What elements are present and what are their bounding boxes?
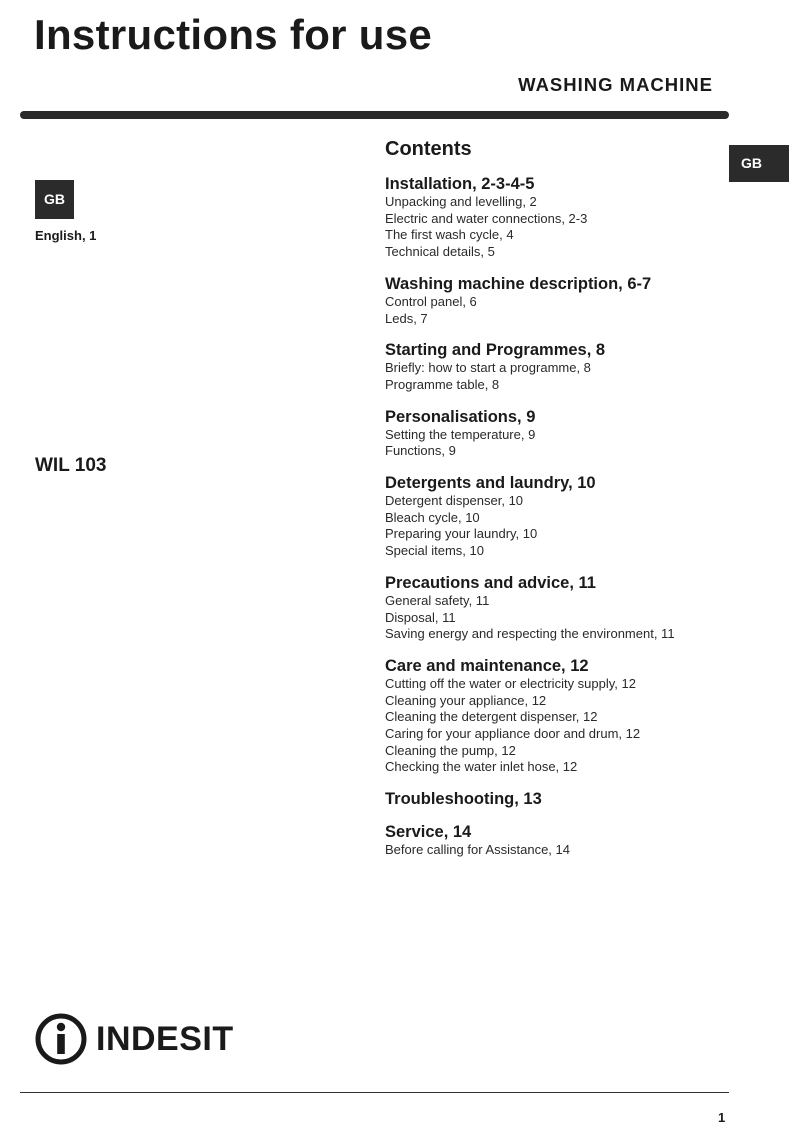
contents-item: Disposal, 11 (385, 609, 456, 625)
contents-section (385, 274, 725, 327)
contents-item: Briefly: how to start a programme, 8 (385, 360, 591, 376)
contents-item: Detergent dispenser, 10 (385, 493, 524, 509)
brand-logo (34, 1012, 234, 1066)
document-subtitle: WASHING MACHINE (518, 74, 713, 95)
table-of-contents (385, 136, 725, 872)
section-heading: Installation, 2-3-4-5 (385, 175, 535, 193)
bottom-divider (20, 1092, 729, 1093)
contents-section (385, 407, 725, 460)
contents-item: Setting the temperature, 9 (385, 426, 536, 442)
contents-item: Electric and water connections, 2-3 (385, 210, 588, 226)
contents-item: The first wash cycle, 4 (385, 227, 514, 243)
contents-item: Checking the water inlet hose, 12 (385, 759, 578, 775)
section-heading: Troubleshooting, 13 (385, 790, 542, 809)
contents-item: Before calling for Assistance, 14 (385, 842, 570, 858)
language-tab: GB (729, 145, 789, 182)
contents-section (385, 473, 725, 560)
section-heading: Care and maintenance, 12 (385, 656, 589, 675)
section-heading: Detergents and laundry, 10 (385, 474, 596, 493)
contents-section (385, 656, 725, 776)
contents-item: Technical details, 5 (385, 244, 495, 260)
contents-item: Cleaning the pump, 12 (385, 742, 516, 758)
contents-item: Unpacking and levelling, 2 (385, 194, 537, 209)
contents-item: Bleach cycle, 10 (385, 509, 480, 525)
contents-item: Caring for your appliance door and drum, 12 (385, 726, 641, 742)
contents-item: Cleaning your appliance, 12 (385, 692, 547, 708)
contents-section (385, 340, 725, 393)
contents-item: Leds, 7 (385, 310, 428, 326)
section-heading: Service, 14 (385, 823, 472, 842)
contents-item: Saving energy and respecting the environment, 11 (385, 626, 675, 642)
contents-sections (385, 174, 725, 859)
contents-section (385, 573, 725, 643)
section-heading: Starting and Programmes, 8 (385, 341, 606, 360)
contents-item: Programme table, 8 (385, 376, 500, 392)
page-title: Instructions for use (34, 11, 433, 58)
contents-section (385, 789, 725, 809)
contents-item: Cleaning the detergent dispenser, 12 (385, 709, 598, 725)
contents-item: Special items, 10 (385, 543, 484, 559)
language-label: English, 1 (35, 228, 97, 243)
contents-title: Contents (385, 138, 472, 160)
top-divider (20, 111, 729, 119)
model-number: WIL 103 (35, 455, 107, 476)
brand-name: INDESIT (96, 1020, 234, 1058)
indesit-logo-icon (34, 1012, 88, 1066)
contents-section (385, 174, 725, 261)
contents-item: Control panel, 6 (385, 293, 477, 309)
section-heading: Washing machine description, 6-7 (385, 274, 652, 293)
section-heading: Personalisations, 9 (385, 407, 536, 426)
language-badge: GB (35, 180, 74, 219)
contents-item: General safety, 11 (385, 592, 490, 608)
contents-section (385, 822, 725, 859)
contents-item: Preparing your laundry, 10 (385, 526, 538, 542)
section-heading: Precautions and advice, 11 (385, 573, 596, 592)
page-number: 1 (718, 1110, 726, 1125)
contents-item: Cutting off the water or electricity supply, 12 (385, 675, 636, 691)
contents-item: Functions, 9 (385, 443, 456, 459)
